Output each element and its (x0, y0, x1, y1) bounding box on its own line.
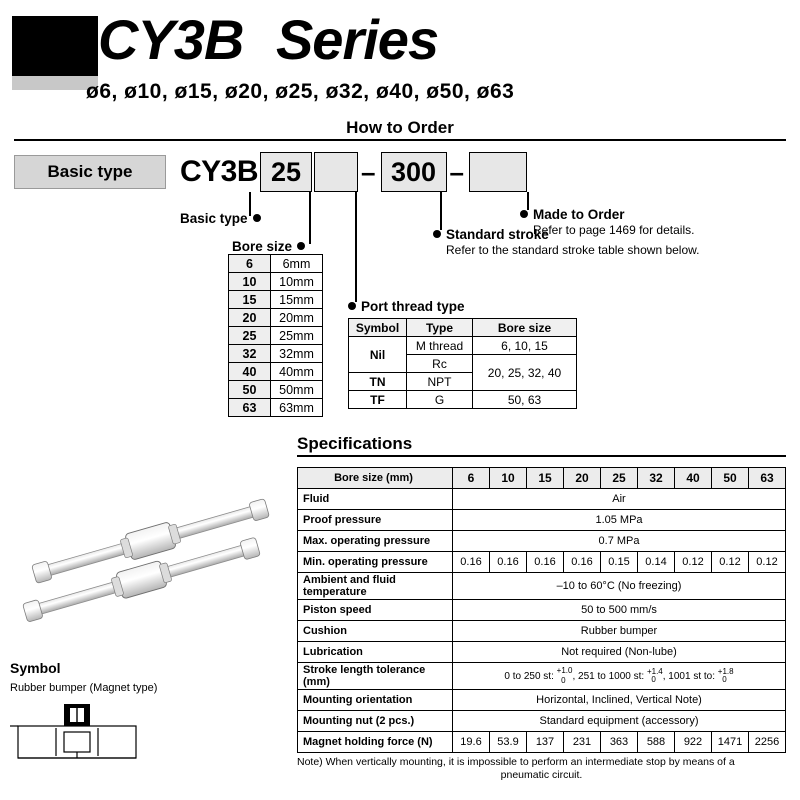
spec-value-ambient-temperature: –10 to 60°C (No freezing) (453, 573, 786, 600)
code-dash-2: – (449, 156, 464, 187)
spec-min-pressure-10: 0.16 (490, 552, 527, 573)
callout-made-to-order-label: Made to Order (533, 207, 625, 222)
bore-code: 20 (229, 309, 271, 327)
bullet-icon (348, 302, 356, 310)
bore-value: 25mm (271, 327, 323, 345)
specifications-table (297, 467, 786, 753)
specifications-note (297, 756, 786, 782)
callout-basic-type (180, 211, 261, 226)
table-row (298, 489, 786, 510)
bore-code: 32 (229, 345, 271, 363)
bore-value: 15mm (271, 291, 323, 309)
table-row (298, 510, 786, 531)
callout-made-to-order-sub: Refer to page 1469 for details. (533, 223, 695, 237)
spec-min-pressure-50: 0.12 (712, 552, 749, 573)
spec-label-mounting-nut: Mounting nut (2 pcs.) (298, 711, 453, 732)
bore-value: 10mm (271, 273, 323, 291)
specifications-section (297, 434, 786, 782)
table-header-row (298, 468, 786, 489)
callout-port-thread (348, 299, 465, 314)
callout-standard-stroke-label: Standard stroke (446, 227, 549, 242)
port-bore: 6, 10, 15 (473, 337, 577, 355)
bore-code: 40 (229, 363, 271, 381)
bullet-icon (253, 214, 261, 222)
leader-line-port-thread (355, 192, 357, 302)
spec-note-line2: pneumatic circuit. (500, 769, 583, 782)
spec-value-stroke-tolerance: 0 to 250 st: +1.0 0 , 251 to 1000 st: +1.4 0 , 1001 st to: +1.8 0 (453, 663, 786, 690)
table-row (298, 642, 786, 663)
spec-label-piston-speed: Piston speed (298, 600, 453, 621)
spec-header-25: 25 (601, 468, 638, 489)
spec-header-6: 6 (453, 468, 490, 489)
spec-value-mounting-nut: Standard equipment (accessory) (453, 711, 786, 732)
code-port-thread[interactable] (314, 152, 358, 192)
bore-value: 63mm (271, 399, 323, 417)
spec-magnet-force-63: 2256 (749, 732, 786, 753)
model-prefix: CY3B (180, 155, 259, 188)
callout-made-to-order (520, 207, 694, 237)
spec-label-ambient-temperature: Ambient and fluid temperature (298, 573, 453, 600)
spec-value-mounting-orientation: Horizontal, Inclined, Vertical Note) (453, 690, 786, 711)
port-type: NPT (407, 373, 473, 391)
spec-magnet-force-32: 588 (638, 732, 675, 753)
bore-code: 6 (229, 255, 271, 273)
bullet-icon (520, 210, 528, 218)
symbol-title: Symbol (10, 660, 61, 676)
spec-min-pressure-6: 0.16 (453, 552, 490, 573)
spec-min-pressure-15: 0.16 (527, 552, 564, 573)
spec-value-proof-pressure: 1.05 MPa (453, 510, 786, 531)
port-type: G (407, 391, 473, 409)
spec-magnet-force-20: 231 (564, 732, 601, 753)
spec-label-magnet-holding-force: Magnet holding force (N) (298, 732, 453, 753)
bullet-icon (297, 242, 305, 250)
callout-basic-type-label: Basic type (180, 211, 248, 226)
bore-size-table (228, 254, 323, 417)
table-row (298, 531, 786, 552)
how-to-order-title: How to Order (14, 118, 786, 141)
spec-value-max-operating-pressure: 0.7 MPa (453, 531, 786, 552)
spec-value-cushion: Rubber bumper (453, 621, 786, 642)
leader-line-stroke (440, 192, 442, 230)
code-made-to-order[interactable] (469, 152, 527, 192)
port-type: Rc (407, 355, 473, 373)
table-row (298, 732, 786, 753)
spec-value-fluid: Air (453, 489, 786, 510)
port-bore: 50, 63 (473, 391, 577, 409)
spec-label-stroke-tolerance: Stroke length tolerance (mm) (298, 663, 453, 690)
table-row (298, 621, 786, 642)
bullet-icon (433, 230, 441, 238)
spec-min-pressure-63: 0.12 (749, 552, 786, 573)
header-black-bar (12, 16, 98, 76)
spec-magnet-force-25: 363 (601, 732, 638, 753)
bore-code: 10 (229, 273, 271, 291)
spec-value-lubrication: Not required (Non-lube) (453, 642, 786, 663)
port-header-type: Type (407, 319, 473, 337)
table-header-row (349, 319, 577, 337)
table-row (349, 337, 577, 355)
table-row (298, 663, 786, 690)
spec-min-pressure-40: 0.12 (675, 552, 712, 573)
port-symbol-tn: TN (349, 373, 407, 391)
port-symbol-tf: TF (349, 391, 407, 409)
spec-header-40: 40 (675, 468, 712, 489)
port-header-bore: Bore size (473, 319, 577, 337)
code-bore-size[interactable]: 25 (260, 152, 312, 192)
spec-value-piston-speed: 50 to 500 mm/s (453, 600, 786, 621)
table-row (298, 711, 786, 732)
series-name: CY3B (98, 8, 244, 71)
table-row (298, 573, 786, 600)
spec-header-63: 63 (749, 468, 786, 489)
table-row (229, 255, 323, 273)
order-code-row (14, 152, 527, 192)
spec-magnet-force-15: 137 (527, 732, 564, 753)
spec-header-20: 20 (564, 468, 601, 489)
leader-line-bore-size (309, 192, 311, 244)
bore-code: 25 (229, 327, 271, 345)
spec-label-cushion: Cushion (298, 621, 453, 642)
table-row (298, 600, 786, 621)
spec-magnet-force-50: 1471 (712, 732, 749, 753)
table-row (229, 291, 323, 309)
specifications-title: Specifications (297, 434, 786, 457)
callout-standard-stroke-sub: Refer to the standard stroke table shown below. (446, 243, 700, 257)
code-stroke[interactable]: 300 (381, 152, 447, 192)
spec-label-min-operating-pressure: Min. operating pressure (298, 552, 453, 573)
table-row (298, 552, 786, 573)
table-row (229, 273, 323, 291)
bore-code: 15 (229, 291, 271, 309)
product-illustration (10, 480, 290, 630)
table-row (229, 399, 323, 417)
bore-code: 50 (229, 381, 271, 399)
port-header-symbol: Symbol (349, 319, 407, 337)
bore-code: 63 (229, 399, 271, 417)
spec-header-50: 50 (712, 468, 749, 489)
header-bore-list: ø6, ø10, ø15, ø20, ø25, ø32, ø40, ø50, ø63 (86, 80, 515, 103)
spec-header-32: 32 (638, 468, 675, 489)
callout-bore-size (232, 239, 305, 254)
basic-type-badge: Basic type (14, 155, 166, 189)
port-thread-table (348, 318, 577, 409)
spec-note-line1: Note) When vertically mounting, it is impossible to perform an intermediate stop by means of a (297, 756, 735, 768)
symbol-subtitle: Rubber bumper (Magnet type) (10, 682, 158, 694)
spec-label-max-operating-pressure: Max. operating pressure (298, 531, 453, 552)
bore-value: 20mm (271, 309, 323, 327)
callout-bore-size-label: Bore size (232, 239, 293, 254)
spec-min-pressure-20: 0.16 (564, 552, 601, 573)
table-row (229, 309, 323, 327)
code-dash-1: – (361, 156, 376, 187)
page-title (98, 6, 438, 74)
spec-magnet-force-6: 19.6 (453, 732, 490, 753)
table-row (298, 690, 786, 711)
port-symbol-nil: Nil (349, 337, 407, 373)
spec-header-10: 10 (490, 468, 527, 489)
table-row (229, 327, 323, 345)
how-to-order-section (14, 118, 786, 141)
spec-label-proof-pressure: Proof pressure (298, 510, 453, 531)
callout-port-thread-label: Port thread type (361, 299, 465, 314)
port-type: M thread (407, 337, 473, 355)
bore-value: 6mm (271, 255, 323, 273)
series-word: Series (275, 8, 439, 71)
spec-label-mounting-orientation: Mounting orientation (298, 690, 453, 711)
table-row (349, 391, 577, 409)
bore-value: 32mm (271, 345, 323, 363)
bore-value: 50mm (271, 381, 323, 399)
spec-header-15: 15 (527, 468, 564, 489)
table-row (229, 345, 323, 363)
pneumatic-symbol-diagram (10, 698, 200, 770)
port-bore: 20, 25, 32, 40 (473, 355, 577, 391)
spec-min-pressure-32: 0.14 (638, 552, 675, 573)
spec-magnet-force-10: 53.9 (490, 732, 527, 753)
spec-magnet-force-40: 922 (675, 732, 712, 753)
page-header (0, 0, 800, 112)
spec-min-pressure-25: 0.15 (601, 552, 638, 573)
table-row (229, 381, 323, 399)
spec-header-bore-size: Bore size (mm) (298, 468, 453, 489)
bore-value: 40mm (271, 363, 323, 381)
table-row (229, 363, 323, 381)
spec-label-lubrication: Lubrication (298, 642, 453, 663)
spec-label-fluid: Fluid (298, 489, 453, 510)
